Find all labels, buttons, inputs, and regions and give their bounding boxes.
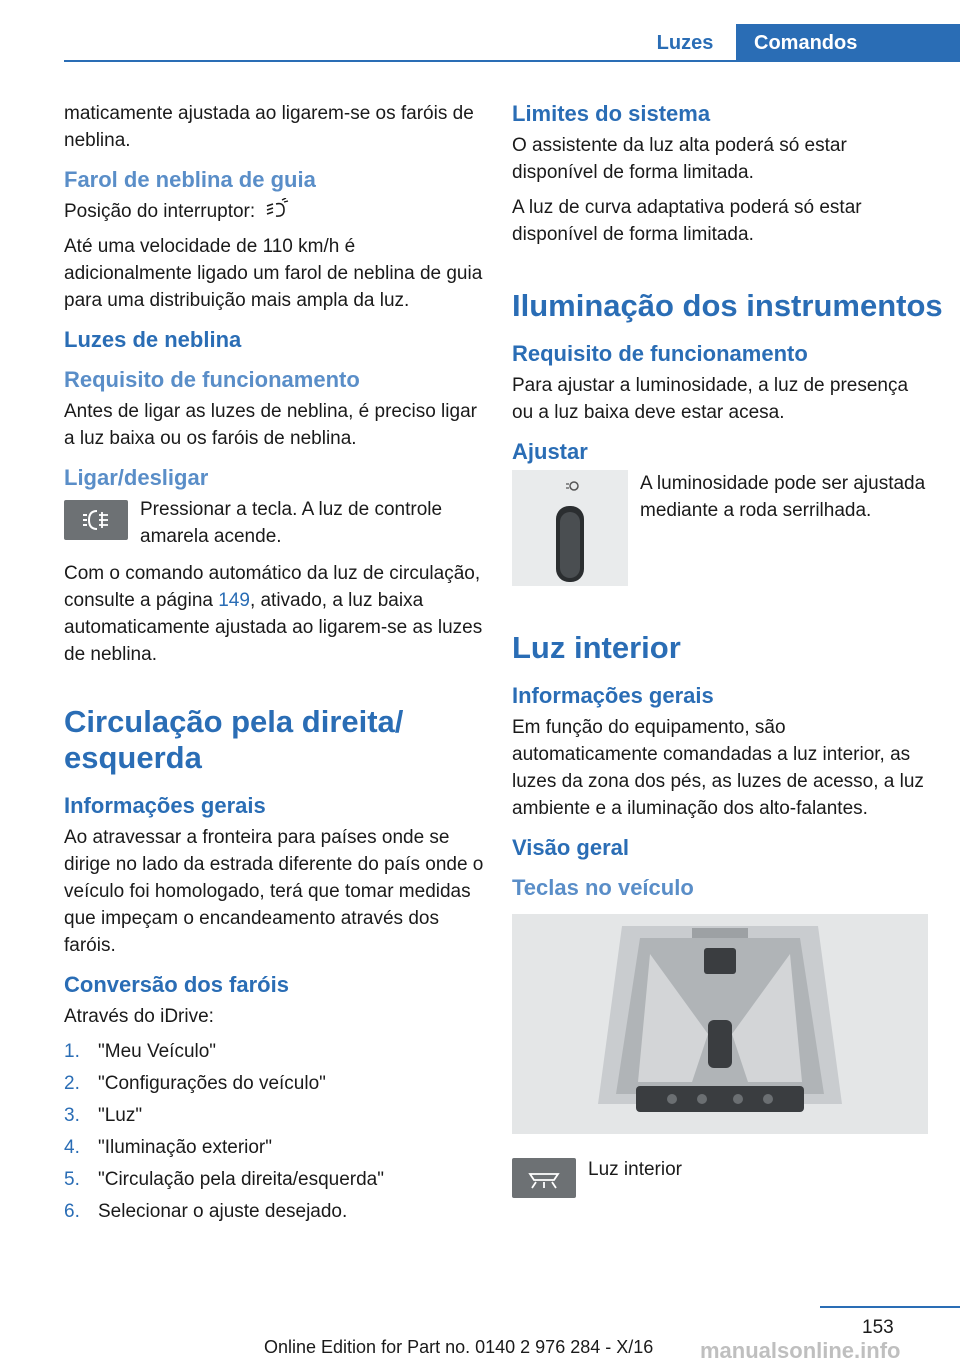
steps-list (64, 1038, 484, 1225)
heading-visao-geral: Visão geral (512, 835, 629, 860)
auto-light-paragraph: Com o comando automático da luz de circulação, consulte a página 149, ativado, a luz baixa automaticamente ajustada ao ligarem-se as luzes de neblina. (64, 563, 483, 665)
list-item: 2. "Configurações do veículo" (64, 1073, 326, 1094)
heading-informacoes-gerais: Informações gerais (64, 793, 266, 818)
heading-informacoes-gerais-right: Informações gerais (512, 683, 714, 708)
page-number: 153 (862, 1317, 894, 1338)
fog-light-key-icon (64, 500, 128, 540)
heading-ajustar: Ajustar (512, 439, 588, 464)
header-rule (64, 60, 960, 62)
idrive-text: Através do iDrive: (64, 1006, 214, 1027)
fog-key-row (64, 496, 484, 550)
limites-paragraph-2: A luz de curva adaptativa poderá só estar disponível de forma limitada. (512, 197, 862, 245)
dimmer-wheel-image (512, 470, 628, 586)
luz-interior-caption: Luz interior (588, 1159, 682, 1180)
interior-light-key-row (512, 1154, 932, 1198)
requisito-paragraph: Antes de ligar as luzes de neblina, é preciso ligar a luz baixa ou os faróis de neblina. (64, 401, 477, 449)
requisito-right-paragraph: Para ajustar a luminosidade, a luz de presença ou a luz baixa deve estar acesa. (512, 375, 909, 423)
limites-paragraph-1: O assistente da luz alta poderá só estar disponível de forma limitada. (512, 135, 847, 183)
page-link-149[interactable]: 149 (218, 590, 250, 611)
heading-farol-guia: Farol de neblina de guia (64, 167, 316, 192)
watermark: manualsonline.info (700, 1338, 901, 1362)
ajustar-paragraph: A luminosidade pode ser ajustada mediante a roda serrilhada. (640, 473, 926, 521)
left-column (64, 100, 484, 1230)
heading-requisito-right: Requisito de funcionamento (512, 341, 808, 366)
info-right-paragraph: Em função do equipamento, são automaticamente comandadas a luz interior, as luzes da zona dos pés, as luzes de acesso, a luz ambiente e a iluminação dos alto-falantes. (512, 717, 924, 819)
heading-luzes-neblina: Luzes de neblina (64, 327, 242, 352)
ligar-paragraph: Pressionar a tecla. A luz de controle amarela acende. (140, 499, 443, 547)
interior-light-key-icon (512, 1158, 576, 1198)
list-item: 3. "Luz" (64, 1105, 143, 1126)
header-chapter: Comandos (736, 24, 960, 62)
heading-requisito: Requisito de funcionamento (64, 367, 360, 392)
intro-paragraph: maticamente ajustada ao ligarem-se os faróis de neblina. (64, 103, 474, 151)
heading-limites: Limites do sistema (512, 101, 711, 126)
heading-luz-interior: Luz interior (512, 630, 681, 665)
list-item: 4. "Iluminação exterior" (64, 1137, 273, 1158)
wheel-row (512, 470, 932, 586)
info-paragraph: Ao atravessar a fronteira para países onde se dirige no lado da estrada diferente do país onde o veículo foi homologado, terá que tomar medidas que impeçam o encandeamento através dos faróis. (64, 827, 484, 956)
right-column (512, 100, 943, 1208)
footer-rule (820, 1306, 960, 1308)
heading-teclas: Teclas no veículo (512, 875, 694, 900)
heading-iluminacao-instrumentos: Iluminação dos instrumentos (512, 288, 943, 323)
guia-paragraph: Até uma velocidade de 110 km/h é adicionalmente ligado um farol de neblina de guia para uma distribuição mais ampla da luz. (64, 236, 483, 311)
heading-conversao: Conversão dos faróis (64, 972, 289, 997)
heading-ligar-desligar: Ligar/desligar (64, 465, 209, 490)
footer-edition: Online Edition for Part no. 0140 2 976 284 - X/16 (264, 1337, 654, 1357)
fog-light-switch-icon (264, 198, 290, 220)
header-section: Luzes (656, 31, 714, 54)
overhead-console-image (512, 914, 928, 1134)
list-item: 1. "Meu Veículo" (64, 1041, 217, 1062)
list-item: 5. "Circulação pela direita/esquerda" (64, 1169, 384, 1190)
heading-circulacao: Circulação pela direita/ esquerda (64, 704, 404, 775)
list-item: 6. Selecionar o ajuste desejado. (64, 1201, 348, 1222)
switch-position-text: Posição do interruptor: (64, 198, 484, 225)
